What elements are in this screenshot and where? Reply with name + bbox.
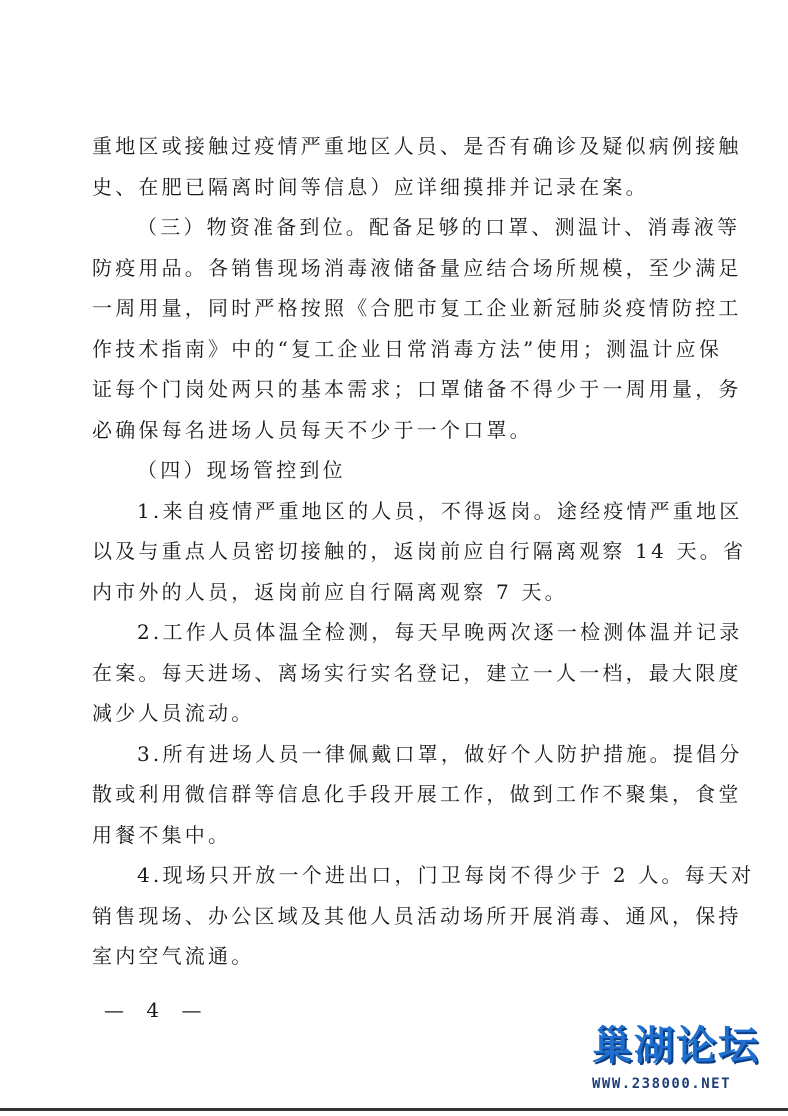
paragraph-line: 用餐不集中。	[92, 822, 232, 847]
paragraph-3-heading	[92, 450, 712, 491]
watermark-url: WWW.238000.NET	[592, 1076, 732, 1092]
paragraph-2	[92, 207, 742, 450]
paragraph-line: 1.来自疫情严重地区的人员，不得返岗。途经疫情严重地区	[137, 498, 743, 523]
paragraph-line: （三）物资准备到位。配备足够的口罩、测温计、消毒液等	[137, 215, 741, 239]
watermark-brand: 巢湖论坛	[592, 1023, 760, 1069]
paragraph-5	[92, 612, 743, 734]
paragraph-line: 室内空气流通。	[92, 944, 255, 968]
paragraph-6	[92, 734, 743, 856]
paragraph-line: 史、在肥已隔离时间等信息）应详细摸排并记录在案。	[92, 174, 649, 199]
paragraph-4	[92, 491, 747, 613]
paragraph-line: 以及与重点人员密切接触的，返岗前应自行隔离观察 14 天。省	[92, 539, 747, 563]
paragraph-line: 证每个门岗处两只的基本需求；口罩储备不得少于一周用量，务	[92, 377, 742, 401]
paragraph-1	[92, 126, 742, 207]
paragraph-line: 内市外的人员，返岗前应自行隔离观察 7 天。	[92, 579, 568, 604]
paragraph-line: 一周用量，同时严格按照《合肥市复工企业新冠肺炎疫情防控工	[92, 296, 742, 320]
paragraph-line: 作技术指南》中的“复工企业日常消毒方法”使用；测温计应保	[92, 336, 723, 361]
paragraph-line: 散或利用微信群等信息化手段开展工作，做到工作不聚集，食堂	[92, 782, 742, 806]
paragraph-line: 重地区或接触过疫情严重地区人员、是否有确诊及疑似病例接触	[92, 134, 742, 158]
paragraph-line: 在案。每天进场、离场实行实名登记，建立一人一档，最大限度	[92, 660, 742, 685]
paragraph-line: 2.工作人员体温全检测，每天早晚两次逐一检测体温并记录	[137, 620, 743, 644]
watermark-logo	[592, 1022, 782, 1112]
section-heading: （四）现场管控到位	[137, 458, 346, 482]
bottom-edge-rule	[0, 1108, 788, 1111]
paragraph-line: 必确保每名进场人员每天不少于一个口罩。	[92, 417, 533, 442]
paragraph-line: 减少人员流动。	[92, 701, 255, 725]
paragraph-7	[92, 855, 755, 977]
page-number: — 4 —	[104, 998, 210, 1022]
paragraph-line: 防疫用品。各销售现场消毒液储备量应结合场所规模，至少满足	[92, 255, 742, 280]
paragraph-line: 4.现场只开放一个进出口，门卫每岗不得少于 2 人。每天对	[137, 863, 755, 887]
paragraph-line: 销售现场、办公区域及其他人员活动场所开展消毒、通风，保持	[92, 903, 742, 928]
document-body	[92, 126, 755, 977]
paragraph-line: 3.所有进场人员一律佩戴口罩，做好个人防护措施。提倡分	[137, 741, 743, 766]
